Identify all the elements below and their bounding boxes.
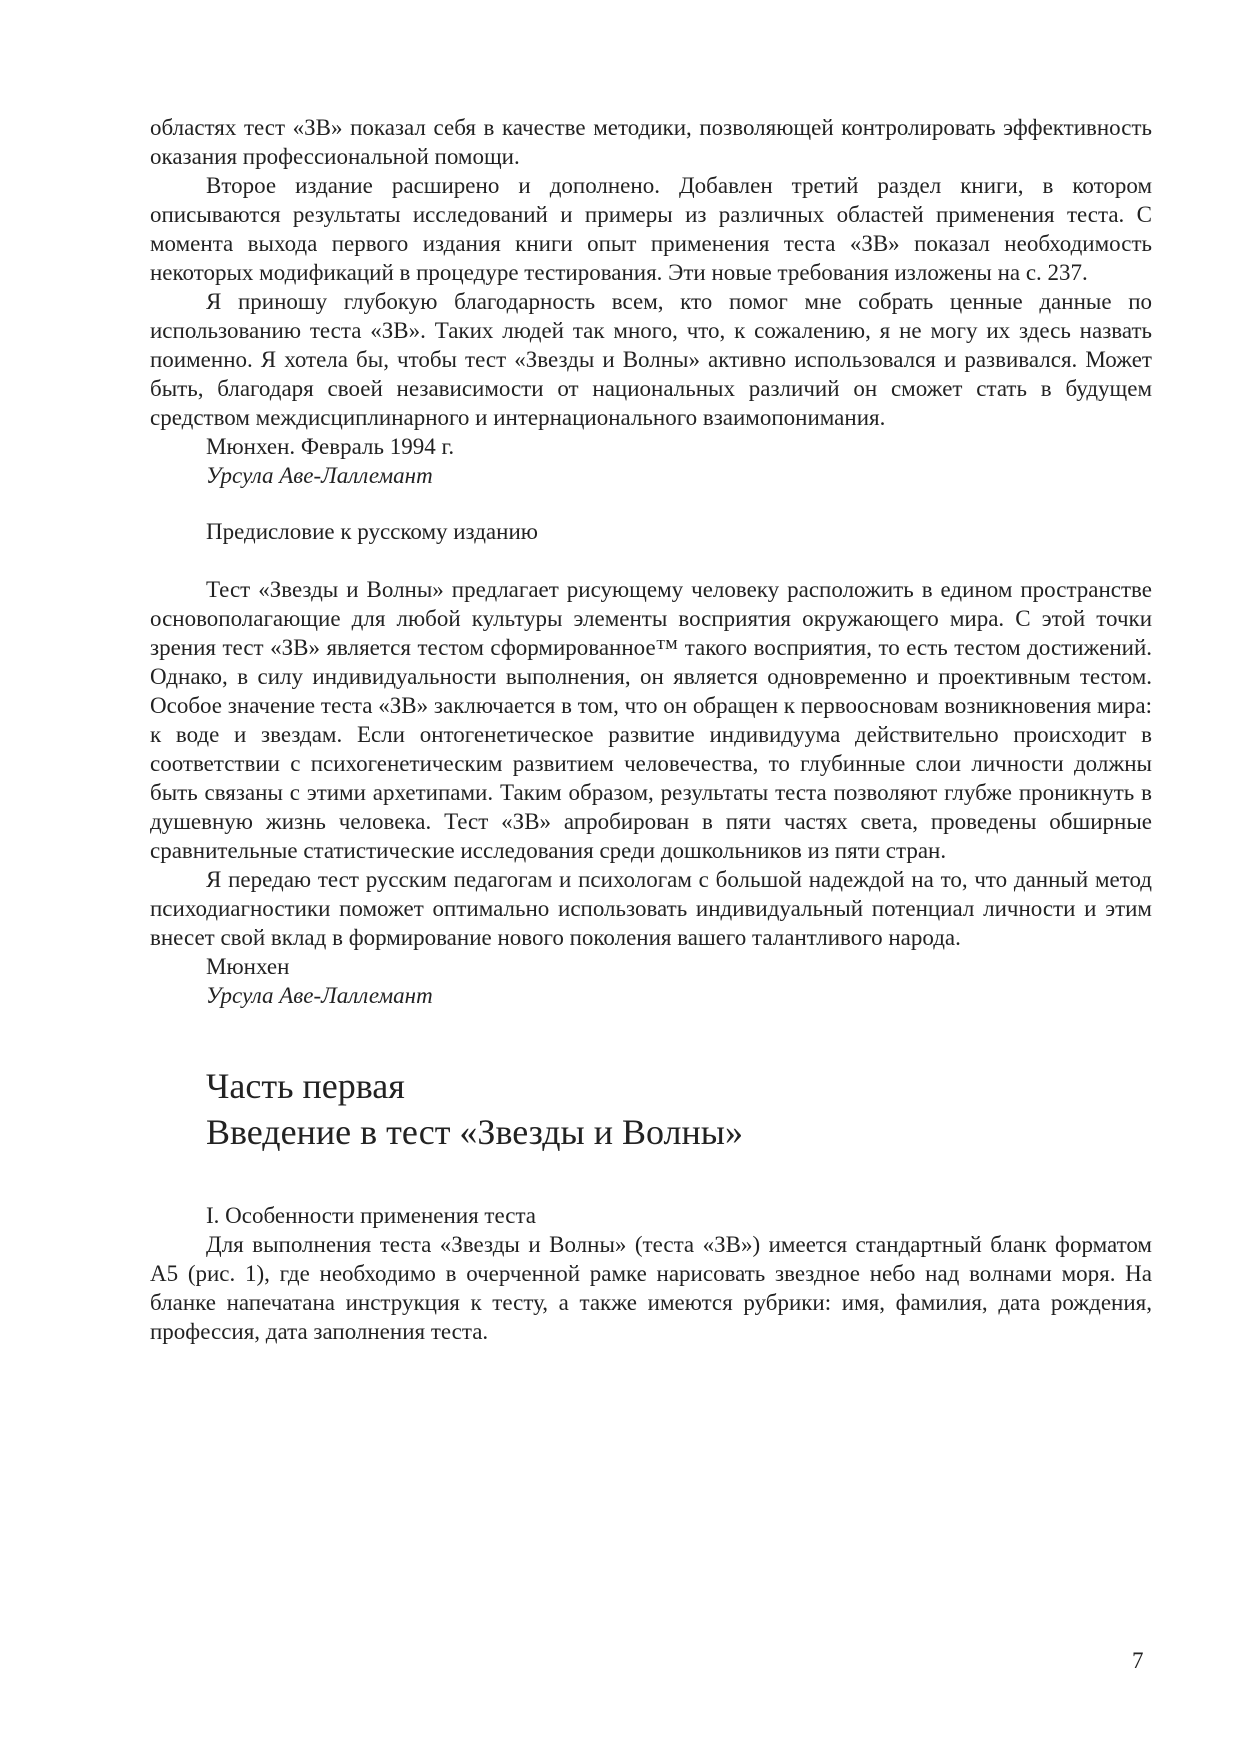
document-page: [150, 113, 1152, 1346]
paragraph-russian-preface-closing: Я передаю тест русским педагогам и психологам с большой надеждой на то, что данный метод психодиагностики поможет оптимально использовать индивидуальный потенциал личности и этим внесет свой вклад в формирование нового поколения вашего талантливого народа.: [150, 867, 1152, 950]
paragraph-gratitude: Я приношу глубокую благодарность всем, кто помог мне собрать ценные данные по использованию теста «ЗВ». Таких людей так много, что, к сожалению, я не могу их здесь назвать поименно. Я хотела бы, чтобы тест «Звезды и Волны» активно использовался и развивался. Может быть, благодаря своей независимости от национальных различий он сможет стать в будущем средством междисциплинарного и интернационального взаимопонимания.: [150, 289, 1152, 430]
russian-preface-title: Предисловие к русскому изданию: [206, 519, 538, 544]
signature-author-2: Урсула Аве-Лаллемант: [206, 983, 433, 1008]
paragraph-intro-continuation: областях тест «ЗВ» показал себя в качестве методики, позволяющей контролировать эффективность оказания профессиональной помощи.: [150, 115, 1152, 169]
part-heading-line-2: Введение в тест «Звезды и Волны»: [206, 1112, 743, 1152]
paragraph-russian-preface-main: Тест «Звезды и Волны» предлагает рисующему человеку расположить в едином пространстве основополагающие для любой культуры элементы восприятия окружающего мира. С этой точки зрения тест «ЗВ» является тестом сформированное™ такого восприятия, то есть тестом достижений. Однако, в силу индивидуальности выполнения, он является одновременно и проективным тестом. Особое значение теста «ЗВ» заключается в том, что он обращен к первоосновам возникновения мира: к воде и звездам. Если онтогенетическое развитие индивидуума действительно происходит в соответствии с психогенетическим развитием человечества, то глубинные слои личности должны быть связаны с этими архетипами. Таким образом, результаты теста позволяют глубже проникнуть в душевную жизнь человека. Тест «ЗВ» апробирован в пяти частях света, проведены обширные сравнительные статистические исследования среди дошкольников из пяти стран.: [150, 577, 1152, 863]
section-title: I. Особенности применения теста: [206, 1203, 537, 1228]
signature-place: Мюнхен: [206, 954, 290, 979]
part-heading-line-1: Часть первая: [206, 1066, 405, 1106]
page-number: 7: [1132, 1648, 1144, 1673]
signature-place-date: Мюнхен. Февраль 1994 г.: [206, 434, 455, 459]
signature-author: Урсула Аве-Лаллемант: [206, 463, 433, 488]
paragraph-second-edition: Второе издание расширено и дополнено. Добавлен третий раздел книги, в котором описываются результаты исследований и примеры из различных областей применения теста. С момента выхода первого издания книги опыт применения теста «ЗВ» показал необходимость некоторых модификаций в процедуре тестирования. Эти новые требования изложены на с. 237.: [150, 173, 1152, 285]
part-heading: [206, 1063, 1152, 1155]
paragraph-test-form: Для выполнения теста «Звезды и Волны» (теста «ЗВ») имеется стандартный бланк форматом А5 (рис. 1), где необходимо в очерченной рамке нарисовать звездное небо над волнами моря. На бланке напечатана инструкция к тесту, а также имеются рубрики: имя, фамилия, дата рождения, профессия, дата заполнения теста.: [150, 1232, 1152, 1344]
